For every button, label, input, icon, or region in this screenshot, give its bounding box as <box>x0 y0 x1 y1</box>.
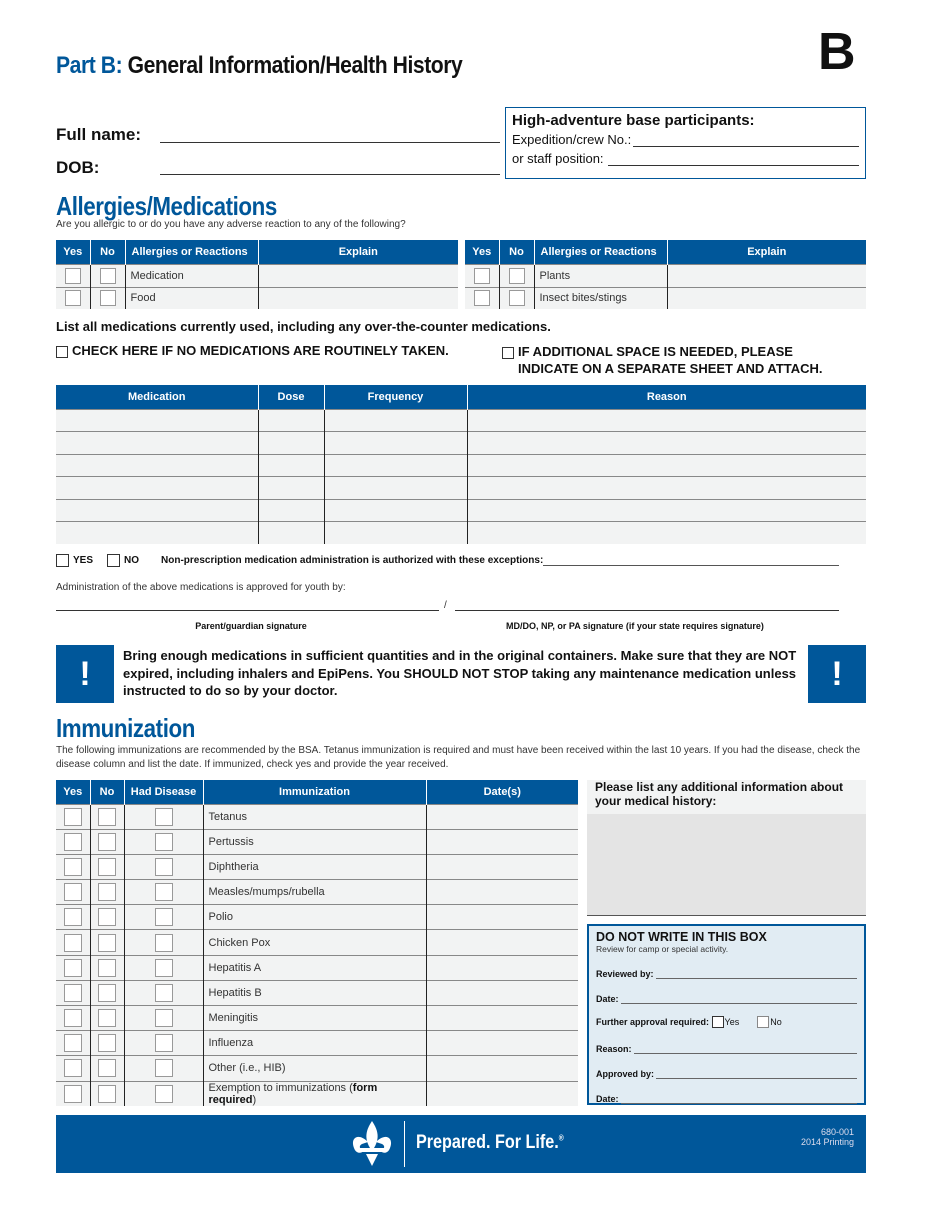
had-disease-checkbox[interactable] <box>155 959 173 977</box>
no-checkbox[interactable] <box>98 934 116 952</box>
had-disease-checkbox[interactable] <box>155 1085 173 1103</box>
reason-field[interactable] <box>467 454 866 477</box>
approval-text: Administration of the above medications is approved for youth by: <box>56 582 346 593</box>
immunization-row <box>56 804 578 829</box>
exceptions-yes-label: YES <box>73 555 94 566</box>
immunization-label <box>203 1081 426 1106</box>
immunization-row <box>56 1031 578 1056</box>
frequency-field[interactable] <box>324 477 467 500</box>
immunization-label: Chicken Pox <box>203 930 426 955</box>
dob-label: DOB: <box>56 158 100 177</box>
dose-field[interactable] <box>258 409 324 432</box>
yes-checkbox[interactable] <box>64 1059 82 1077</box>
medications-table <box>56 385 866 544</box>
allergy-label: Insect bites/stings <box>534 287 667 309</box>
exemption-suffix: ) <box>252 1093 257 1106</box>
warning-text: Bring enough medications in sufficient quantities and in the original containers. Make sure that they are NOT expired, including inhalers and EpiPens. You SHOULD NOT STOP taking any maintenance medication unless instructed to do so by your doctor. <box>123 648 797 698</box>
title-text: General Information/Health History <box>127 52 463 79</box>
no-checkbox[interactable] <box>98 959 116 977</box>
parent-signature-label: Parent/guardian signature <box>195 621 307 631</box>
dates-field[interactable] <box>426 1031 578 1056</box>
immunization-label: Polio <box>203 905 426 930</box>
office-box-subtitle: Review for camp or special activity. <box>596 944 729 954</box>
md-signature-label: MD/DO, NP, or PA signature (if your state requires signature) <box>506 621 764 631</box>
yes-checkbox[interactable] <box>64 908 82 926</box>
immunization-label: Tetanus <box>203 804 426 829</box>
allergies-question: Are you allergic to or do you have any adverse reaction to any of the following? <box>56 219 406 230</box>
immunization-row <box>56 1056 578 1081</box>
crew-label: Expedition/crew No.: <box>512 132 632 147</box>
immunization-row <box>56 880 578 905</box>
medication-row <box>56 499 866 522</box>
frequency-field[interactable] <box>324 454 467 477</box>
allergies-table-left <box>56 240 458 309</box>
dates-field[interactable] <box>426 854 578 879</box>
immunization-row <box>56 1081 578 1106</box>
reviewed-by-field[interactable] <box>656 978 857 979</box>
yes-checkbox[interactable] <box>64 833 82 851</box>
col-yes: Yes <box>465 240 499 264</box>
additional-info-field[interactable] <box>587 814 866 915</box>
immunization-row <box>56 930 578 955</box>
dose-field[interactable] <box>258 454 324 477</box>
full-name-field[interactable] <box>160 142 500 143</box>
medication-field[interactable] <box>56 454 258 477</box>
medication-field[interactable] <box>56 477 258 500</box>
yes-checkbox[interactable] <box>64 1009 82 1027</box>
high-adventure-title: High-adventure base participants: <box>512 112 755 129</box>
fleur-de-lis-logo-icon <box>346 1118 398 1170</box>
exceptions-field[interactable] <box>543 556 839 566</box>
yes-checkbox[interactable] <box>64 808 82 826</box>
reason-field[interactable] <box>467 409 866 432</box>
dates-field[interactable] <box>426 980 578 1005</box>
had-disease-checkbox[interactable] <box>155 1034 173 1052</box>
part-letter: B <box>818 23 856 81</box>
immunization-label: Influenza <box>203 1031 426 1056</box>
dates-field[interactable] <box>426 1056 578 1081</box>
md-signature-field[interactable] <box>455 610 839 611</box>
explain-field[interactable] <box>667 287 866 309</box>
explain-field[interactable] <box>667 264 866 287</box>
reason-label: Reason: <box>596 1044 632 1054</box>
immunization-row <box>56 905 578 930</box>
no-checkbox[interactable] <box>509 290 525 306</box>
date-field[interactable] <box>621 1003 857 1004</box>
dates-field[interactable] <box>426 930 578 955</box>
immunization-intro: The following immunizations are recommended by the BSA. Tetanus immunization is required and must have been received within the last 10 years. If you had the disease, check the disease column and list the date. If immunized, check yes and provide the year received. <box>56 745 861 770</box>
yes-checkbox[interactable] <box>64 1085 82 1103</box>
dates-field[interactable] <box>426 880 578 905</box>
col-dates: Date(s) <box>426 780 578 804</box>
frequency-field[interactable] <box>324 499 467 522</box>
dates-field[interactable] <box>426 804 578 829</box>
allergy-label: Food <box>125 287 258 309</box>
medication-field[interactable] <box>56 522 258 545</box>
dates-field[interactable] <box>426 1006 578 1031</box>
exemption-bold: form required <box>208 1081 378 1106</box>
immunization-row <box>56 980 578 1005</box>
additional-info-box <box>587 780 866 916</box>
col-medication: Medication <box>56 385 258 409</box>
col-yes: Yes <box>56 240 90 264</box>
footer-slogan: Prepared. For Life. <box>416 1132 559 1153</box>
medication-row <box>56 522 866 545</box>
reason-field[interactable] <box>634 1053 857 1054</box>
yes-checkbox[interactable] <box>64 934 82 952</box>
further-approval-yes-checkbox[interactable] <box>712 1016 724 1028</box>
crew-field[interactable] <box>633 132 859 147</box>
yes-checkbox[interactable] <box>474 290 490 306</box>
immunization-row <box>56 854 578 879</box>
immunization-label: Pertussis <box>203 829 426 854</box>
no-checkbox[interactable] <box>509 268 525 284</box>
medication-field[interactable] <box>56 499 258 522</box>
dates-field[interactable] <box>426 1081 578 1106</box>
medication-row <box>56 409 866 432</box>
further-approval-no-label: No <box>770 1016 782 1027</box>
approved-by-field[interactable] <box>656 1078 857 1079</box>
immunization-label: Meningitis <box>203 1006 426 1031</box>
exceptions-no-checkbox[interactable] <box>107 554 120 567</box>
col-no: No <box>90 780 124 804</box>
reason-field[interactable] <box>467 432 866 455</box>
further-approval-no-checkbox[interactable] <box>757 1016 769 1028</box>
col-dose: Dose <box>258 385 324 409</box>
yes-checkbox[interactable] <box>64 883 82 901</box>
allergy-label: Plants <box>534 264 667 287</box>
had-disease-checkbox[interactable] <box>155 908 173 926</box>
dose-field[interactable] <box>258 477 324 500</box>
frequency-field[interactable] <box>324 432 467 455</box>
medication-field[interactable] <box>56 409 258 432</box>
col-immunization: Immunization <box>203 780 426 804</box>
col-allergy: Allergies or Reactions <box>534 240 667 264</box>
no-checkbox[interactable] <box>98 833 116 851</box>
dose-field[interactable] <box>258 432 324 455</box>
col-explain: Explain <box>667 240 866 264</box>
reason-field[interactable] <box>467 499 866 522</box>
allergies-heading: Allergies/Medications <box>56 191 277 221</box>
exceptions-yes-checkbox[interactable] <box>56 554 69 567</box>
table-row <box>56 264 458 287</box>
medication-row <box>56 454 866 477</box>
had-disease-checkbox[interactable] <box>155 833 173 851</box>
no-checkbox[interactable] <box>98 808 116 826</box>
office-box-title: DO NOT WRITE IN THIS BOX <box>596 930 767 944</box>
dose-field[interactable] <box>258 522 324 545</box>
immunization-label: Other (i.e., HIB) <box>203 1056 426 1081</box>
table-row <box>465 264 866 287</box>
immunization-label: Hepatitis B <box>203 980 426 1005</box>
immunization-label: Measles/mumps/rubella <box>203 880 426 905</box>
explain-field[interactable] <box>258 264 458 287</box>
part-label: Part B: <box>56 52 123 79</box>
col-yes: Yes <box>56 780 90 804</box>
registered-mark: ® <box>558 1133 564 1143</box>
yes-checkbox[interactable] <box>64 1034 82 1052</box>
additional-space-label-1: IF ADDITIONAL SPACE IS NEEDED, PLEASE <box>518 344 793 359</box>
full-name-label: Full name: <box>56 125 142 144</box>
no-meds-label: CHECK HERE IF NO MEDICATIONS ARE ROUTINELY TAKEN. <box>72 343 449 358</box>
explain-field[interactable] <box>258 287 458 309</box>
allergies-table-right <box>465 240 866 309</box>
no-checkbox[interactable] <box>100 290 116 306</box>
medication-row <box>56 432 866 455</box>
dates-field[interactable] <box>426 905 578 930</box>
table-row <box>465 287 866 309</box>
yes-checkbox[interactable] <box>65 290 81 306</box>
no-meds-checkbox[interactable] <box>56 346 68 358</box>
form-number: 680-001 <box>820 1127 854 1137</box>
yes-checkbox[interactable] <box>64 858 82 876</box>
immunization-row <box>56 955 578 980</box>
had-disease-checkbox[interactable] <box>155 934 173 952</box>
immunization-row <box>56 1006 578 1031</box>
immunization-label: Diphtheria <box>203 854 426 879</box>
col-no: No <box>90 240 125 264</box>
staff-field[interactable] <box>608 151 859 166</box>
exceptions-no-label: NO <box>124 555 140 566</box>
dose-field[interactable] <box>258 499 324 522</box>
further-approval-label: Further approval required: <box>596 1016 710 1027</box>
immunization-label: Hepatitis A <box>203 955 426 980</box>
exceptions-label: Non-prescription medication administration is authorized with these exceptions: <box>161 555 544 566</box>
col-had-disease: Had Disease <box>124 780 203 804</box>
no-checkbox[interactable] <box>98 858 116 876</box>
no-checkbox[interactable] <box>98 908 116 926</box>
additional-space-checkbox[interactable] <box>502 347 514 359</box>
col-no: No <box>499 240 534 264</box>
had-disease-checkbox[interactable] <box>155 858 173 876</box>
had-disease-checkbox[interactable] <box>155 883 173 901</box>
exemption-prefix: Exemption to immunizations ( <box>208 1081 353 1094</box>
immunization-table <box>56 780 578 1106</box>
additional-space-label-2: INDICATE ON A SEPARATE SHEET AND ATTACH. <box>518 361 823 376</box>
immunization-heading: Immunization <box>56 713 195 743</box>
col-frequency: Frequency <box>324 385 467 409</box>
yes-checkbox[interactable] <box>474 268 490 284</box>
no-checkbox[interactable] <box>100 268 116 284</box>
dates-field[interactable] <box>426 829 578 854</box>
medication-row <box>56 477 866 500</box>
had-disease-checkbox[interactable] <box>155 984 173 1002</box>
no-checkbox[interactable] <box>98 1009 116 1027</box>
had-disease-checkbox[interactable] <box>155 808 173 826</box>
staff-label: or staff position: <box>512 151 604 166</box>
footer <box>56 1115 866 1173</box>
approved-by-label: Approved by: <box>596 1069 655 1079</box>
warning-icon-left: ! <box>56 645 114 703</box>
no-checkbox[interactable] <box>98 1059 116 1077</box>
col-explain: Explain <box>258 240 458 264</box>
no-checkbox[interactable] <box>98 1034 116 1052</box>
printing-year: 2014 Printing <box>800 1137 854 1147</box>
page-title <box>56 52 462 80</box>
warning-icon-right: ! <box>808 645 866 703</box>
dates-field[interactable] <box>426 955 578 980</box>
frequency-field[interactable] <box>324 409 467 432</box>
table-row <box>56 287 458 309</box>
col-allergy: Allergies or Reactions <box>125 240 258 264</box>
high-adventure-box <box>505 107 866 179</box>
yes-checkbox[interactable] <box>65 268 81 284</box>
no-checkbox[interactable] <box>98 1085 116 1103</box>
medication-field[interactable] <box>56 432 258 455</box>
frequency-field[interactable] <box>324 522 467 545</box>
reason-field[interactable] <box>467 477 866 500</box>
dob-field[interactable] <box>160 174 500 175</box>
allergy-label: Medication <box>125 264 258 287</box>
additional-info-title: Please list any additional information about your medical history: <box>595 780 844 808</box>
date2-label: Date: <box>596 1094 619 1104</box>
no-checkbox[interactable] <box>98 883 116 901</box>
date-label: Date: <box>596 994 619 1004</box>
further-approval-yes-label: Yes <box>724 1016 740 1027</box>
medications-instruction: List all medications currently used, including any over-the-counter medications. <box>56 319 551 334</box>
immunization-row <box>56 829 578 854</box>
parent-signature-field[interactable] <box>56 610 439 611</box>
reviewed-by-label: Reviewed by: <box>596 969 654 979</box>
col-reason: Reason <box>467 385 866 409</box>
yes-checkbox[interactable] <box>64 959 82 977</box>
date2-field[interactable] <box>621 1103 857 1104</box>
had-disease-checkbox[interactable] <box>155 1059 173 1077</box>
office-use-box <box>587 924 866 1105</box>
no-checkbox[interactable] <box>98 984 116 1002</box>
yes-checkbox[interactable] <box>64 984 82 1002</box>
reason-field[interactable] <box>467 522 866 545</box>
had-disease-checkbox[interactable] <box>155 1009 173 1027</box>
